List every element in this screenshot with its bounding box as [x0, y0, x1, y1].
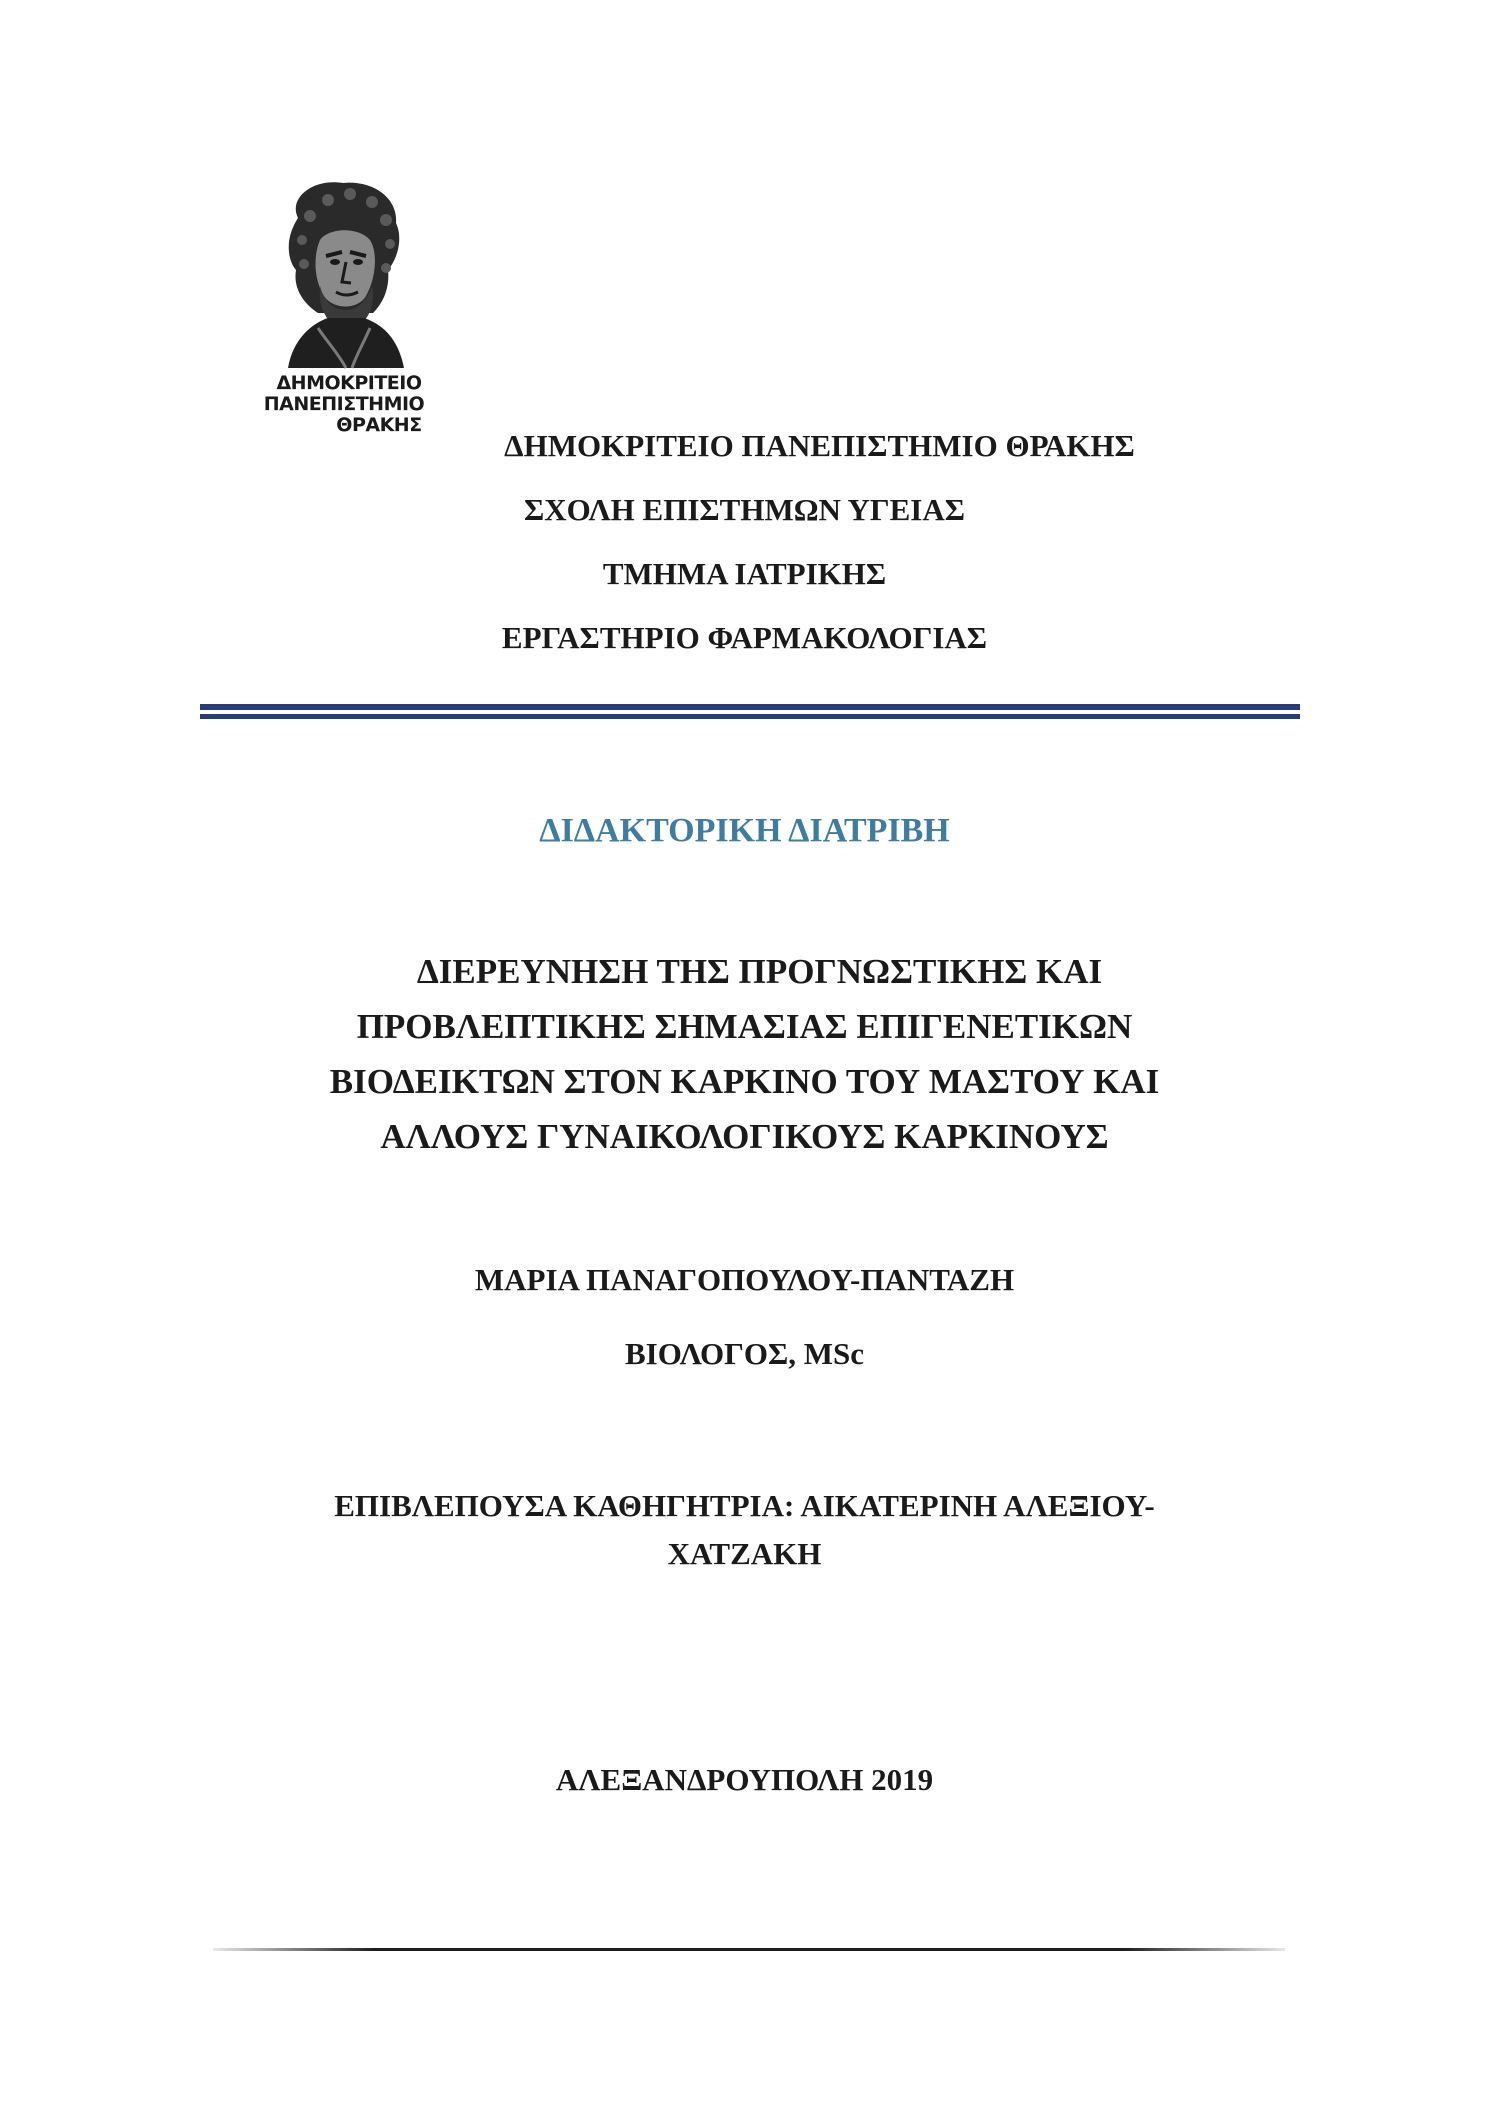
laboratory-name: ΕΡΓΑΣΤΗΡΙΟ ΦΑΡΜΑΚΟΛΟΓΙΑΣ — [501, 620, 988, 655]
department-name: ΤΜΗΜΑ ΙΑΤΡΙΚΗΣ — [602, 556, 887, 591]
place-year: ΑΛΕΞΑΝΔΡΟΥΠΟΛΗ 2019 — [555, 1762, 934, 1797]
author-credentials: ΒΙΟΛΟΓΟΣ, MSc — [625, 1336, 864, 1371]
divider-bar-bottom — [200, 714, 1300, 719]
logo-line: ΠΑΝΕΠΙΣΤΗΜΙΟ — [263, 393, 425, 415]
title-line: ΒΙΟΔΕΙΚΤΩΝ ΣΤΟΝ ΚΑΡΚΙΝΟ ΤΟΥ ΜΑΣΤΟΥ ΚΑΙ — [329, 1062, 1160, 1101]
document-type: ΔΙΔΑΚΤΟΡΙΚΗ ΔΙΑΤΡΙΒΗ — [539, 812, 950, 849]
title-line: ΑΛΛΟΥΣ ΓΥΝΑΙΚΟΛΟΓΙΚΟΥΣ ΚΑΡΚΙΝΟΥΣ — [380, 1117, 1109, 1156]
logo-caption — [258, 373, 430, 436]
supervisor-line: ΕΠΙΒΛΕΠΟΥΣΑ ΚΑΘΗΓΗΤΡΙΑ: ΑΙΚΑΤΕΡΙΝΗ ΑΛΕΞΙΟΥ- — [334, 1488, 1155, 1523]
author-name: ΜΑΡΙΑ ΠΑΝΑΓΟΠΟΥΛΟΥ-ΠΑΝΤΑΖΗ — [474, 1262, 1015, 1297]
logo-line: ΘΡΑΚΗΣ — [336, 414, 422, 436]
footer-divider — [213, 1948, 1285, 1951]
school-name: ΣΧΟΛΗ ΕΠΙΣΤΗΜΩΝ ΥΓΕΙΑΣ — [523, 492, 966, 527]
title-line: ΔΙΕΡΕΥΝΗΣΗ ΤΗΣ ΠΡΟΓΝΩΣΤΙΚΗΣ ΚΑΙ — [416, 952, 1103, 991]
divider-bar-top — [200, 704, 1300, 710]
democritus-bust-icon — [258, 178, 430, 373]
logo-line: ΔΗΜΟΚΡΙΤΕΙΟ — [276, 372, 422, 394]
university-name: ΔΗΜΟΚΡΙΤΕΙΟ ΠΑΝΕΠΙΣΤΗΜΙΟ ΘΡΑΚΗΣ — [504, 428, 1135, 463]
header-divider — [200, 704, 1300, 723]
title-line: ΠΡΟΒΛΕΠΤΙΚΗΣ ΣΗΜΑΣΙΑΣ ΕΠΙΓΕΝΕΤΙΚΩΝ — [356, 1007, 1133, 1046]
supervisor-line: ΧΑΤΖΑΚΗ — [667, 1536, 822, 1571]
university-logo — [258, 178, 430, 456]
